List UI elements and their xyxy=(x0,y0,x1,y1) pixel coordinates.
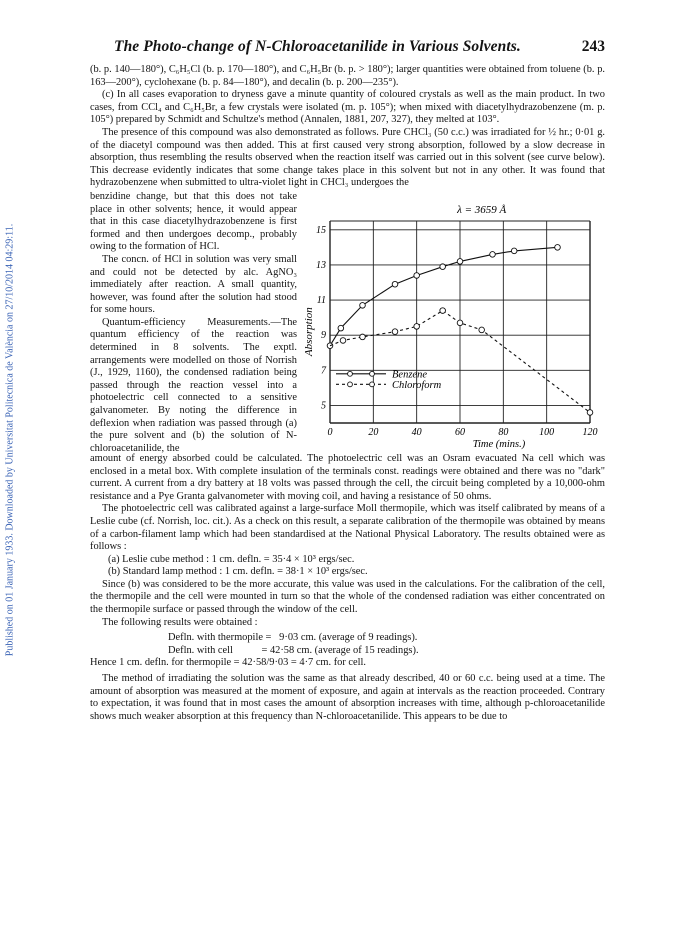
hence-line: Hence 1 cm. defln. for thermopile = 42·58/9·03 = 4·7 cm. for cell. xyxy=(90,657,367,669)
x-tick-label: 60 xyxy=(455,426,465,438)
y-tick-label: 7 xyxy=(321,365,326,377)
data-point-benzene xyxy=(440,264,446,270)
x-axis-label: Time (mins.) xyxy=(472,438,526,450)
x-tick-label: 100 xyxy=(539,426,555,438)
wrapped-text xyxy=(90,191,297,455)
data-point-benzene xyxy=(338,325,344,331)
legend-marker xyxy=(348,382,353,387)
wrap-paragraph-1: benzidine change, but that this does not take place in other solvents; hence, it would appear that in this case diacetylhydrazobenzene is first formed and then undergoes decomp., probably owing to the formation of HCl. xyxy=(90,190,297,253)
wrap-paragraph-3: Quantum-efficiency Measurements.—The quantum efficiency of the reaction was determined in 8 solvents. The exptl. arrangements were modelled on those of Norrish (J., 1929, 1160), the condensed radiation being passed through the reaction vessel into a photoelectric cell connected to a sensitive galvanometer. By noting the difference in deflexion when radiation was passed through (a) the pure solvent and (b) the solution of N-chloroacetanilide, the xyxy=(90,316,297,454)
paragraph-last: The method of irradiating the solution was the same as that already described, 40 or 60 c.c. being used at a time. The amount of absorption was measured at the moment of exposure, and again at intervals as the reaction proceeded. Contrary to expectation, it was found that in most cases the amount of absorption increases with time, although p-chloroacetanilide shows much weaker absorption at this frequency than N-chloroacetanilide. This appears to be due to xyxy=(90,673,605,722)
paragraph-mid-2: The photoelectric cell was calibrated against a large-surface Moll thermopile, which was itself calibrated by means of a Leslie cube (cf. Norrish, loc. cit.). As a check on this result, a separate calibration of the thermopile was obtained by means of a carbon-filament lamp which had been standardised at the National Physical Laboratory. The results obtained were as follows : xyxy=(90,503,605,553)
data-point-benzene xyxy=(555,244,561,250)
data-point-benzene xyxy=(457,259,463,265)
data-point-benzene xyxy=(327,343,333,349)
paragraph-after-list-2: The following results were obtained : xyxy=(102,616,258,628)
paragraph-mid-1: amount of energy absorbed could be calculated. The photoelectric cell was an Osram evacuated Na cell which was enclosed in a metal box. With complete insulation of the terminals const. readings were obtained and there was no "dark" current. A current from a dry battery at 18 volts was passed through the cell, the circuit being completed by a 10,000-ohm resistance and a Pye Granta galvanometer with moving coil, and having a resistance of 50 ohms. xyxy=(90,452,605,502)
legend-label-chloroform: Chloroform xyxy=(392,379,442,391)
x-tick-label: 80 xyxy=(498,426,509,438)
y-tick-label: 5 xyxy=(321,400,326,412)
legend-label-benzene: Benzene xyxy=(392,369,427,381)
page xyxy=(90,38,605,723)
results-block xyxy=(168,632,605,657)
paragraph-top-2: (c) In all cases evaporation to dryness gave a minute quantity of coloured crystals as well as the main product. In two cases, from CCl₄ and C₆H₅Br, a few crystals were isolated (m. p. 105°); when mixed with diacetylhydrazobenzene (m. p. 105°) prepared by Schmidt and Schultze's method (Annalen, 1881, 207, 327), they melted at 103°. xyxy=(90,89,605,126)
data-point-chloroform xyxy=(587,410,593,416)
result-cell: Defln. with cell = 42·58 cm. (average of 15 readings). xyxy=(168,644,419,656)
data-point-chloroform xyxy=(360,334,366,340)
paragraph-after-list-1: Since (b) was considered to be the more accurate, this value was used in the calculations. For the calibration of the cell, the thermopile and the cell were mounted in turn so that the whole of the condensed radiation was either concentrated on the thermopile surface or passed through the window of the cell. xyxy=(90,578,605,616)
y-tick-label: 11 xyxy=(316,294,326,306)
x-tick-label: 20 xyxy=(368,426,379,438)
paragraph-top-1: (b. p. 140—180°), C₆H₅Cl (b. p. 170—180°), and C₆H₅Br (b. p. > 180°); larger quantities were obtained from toluene (b. p. 163—200°), cyclohexane (b. p. 84—180°), and decalin (b. p. 200—235°). xyxy=(90,64,605,88)
wrap-paragraph-2: The concn. of HCl in solution was very small and could not be detected by alc. AgNO₃ immediately after reaction. A small quantity, however, was found after the solution had stood for some hours. xyxy=(90,253,297,316)
x-tick-label: 120 xyxy=(582,426,598,438)
y-tick-label: 9 xyxy=(321,330,326,342)
download-sidebar xyxy=(2,120,18,760)
data-point-chloroform xyxy=(440,308,446,314)
data-point-benzene xyxy=(392,281,398,287)
data-point-chloroform xyxy=(479,327,485,333)
data-point-chloroform xyxy=(392,329,398,335)
calibration-list xyxy=(108,554,605,579)
paragraph-top-3: The presence of this compound was also demonstrated as follows. Pure CHCl₃ (50 c.c.) was irradiated for ½ hr.; 0·01 g. of the diacetyl compound was then added. This at first caused very strong absorption, followed by a slow decrease in absorption, thus resembling the results observed when the reaction itself was carried out in this solvent (see curve below). This decrease evidently indicates that some change takes place in this solvent but not in any other. It was found that hydrazobenzene when submitted to ultra-violet light in CHCl₃ undergoes the xyxy=(90,126,605,189)
y-axis-label: Absorption xyxy=(303,307,315,357)
data-point-benzene xyxy=(414,273,420,279)
data-point-benzene xyxy=(360,302,366,308)
chart-title: λ = 3659 Å xyxy=(457,203,507,216)
data-point-benzene xyxy=(511,248,517,254)
data-point-chloroform xyxy=(457,320,463,326)
data-point-benzene xyxy=(490,252,496,258)
y-tick-label: 13 xyxy=(316,259,326,271)
absorption-chart xyxy=(300,191,605,453)
legend-marker xyxy=(348,371,353,376)
sidebar-text: Published on 01 January 1933. Downloaded by Universitat Politecnica de València on 27/10/2014 04:29:11. xyxy=(4,223,16,657)
calibration-item-a: (a) Leslie cube method : 1 cm. defln. = 35·4 × 10³ ergs/sec. xyxy=(108,553,355,565)
legend-marker xyxy=(370,371,375,376)
page-number: 243 xyxy=(581,38,605,55)
x-tick-label: 40 xyxy=(411,426,422,438)
calibration-item-b: (b) Standard lamp method : 1 cm. defln. = 38·1 × 10³ ergs/sec. xyxy=(108,566,368,578)
data-point-chloroform xyxy=(414,324,420,330)
x-tick-label: 0 xyxy=(327,426,333,438)
running-title: The Photo-change of N-Chloroacetanilide in Various Solvents. xyxy=(114,38,521,55)
absorption-figure xyxy=(300,191,605,453)
y-tick-label: 15 xyxy=(316,224,326,236)
result-thermopile: Defln. with thermopile = 9·03 cm. (average of 9 readings). xyxy=(168,632,418,644)
legend-marker xyxy=(370,382,375,387)
series-line-benzene xyxy=(330,247,558,345)
data-point-chloroform xyxy=(340,338,346,344)
page-header xyxy=(90,38,605,64)
text-figure-area xyxy=(90,191,605,453)
